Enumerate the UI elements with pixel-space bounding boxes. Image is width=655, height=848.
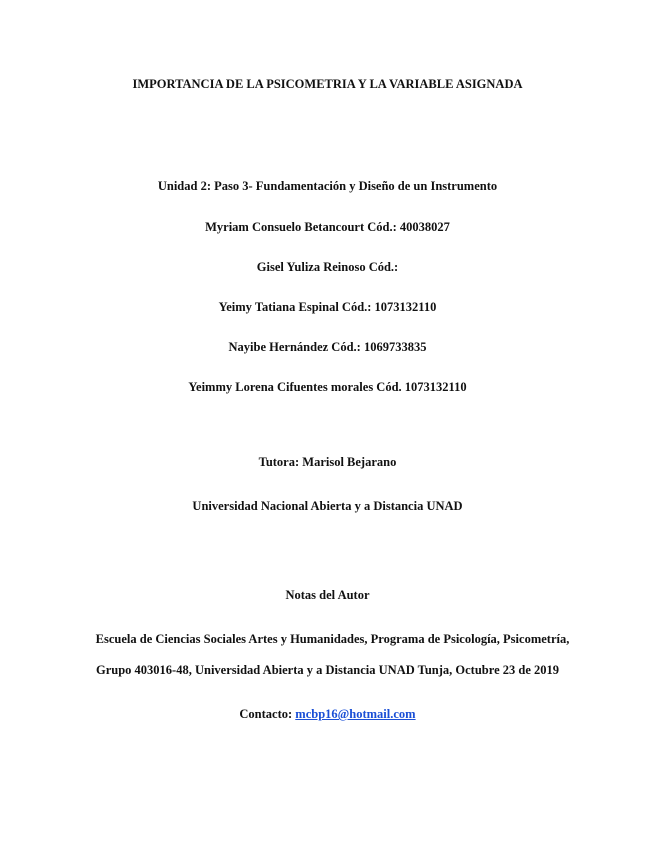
tutor-line: Tutora: Marisol Bejarano <box>258 455 397 469</box>
author-line: Myriam Consuelo Betancourt Cód.: 40038027 <box>205 220 450 234</box>
unit-line: Unidad 2: Paso 3- Fundamentación y Diseño de un Instrumento <box>157 179 498 193</box>
author-notes-line-2: Grupo 403016-48, Universidad Abierta y a Distancia UNAD Tunja, Octubre 23 de 2019 <box>96 663 559 677</box>
author-notes-heading: Notas del Autor <box>285 588 370 602</box>
author-line: Yeimy Tatiana Espinal Cód.: 1073132110 <box>218 300 437 314</box>
author-line: Gisel Yuliza Reinoso Cód.: <box>256 260 399 274</box>
contact-line <box>0 706 655 722</box>
document-title: IMPORTANCIA DE LA PSICOMETRIA Y LA VARIABLE ASIGNADA <box>132 77 523 91</box>
university-line: Universidad Nacional Abierta y a Distancia UNAD <box>192 499 463 513</box>
author-notes-line-1: Escuela de Ciencias Sociales Artes y Humanidades, Programa de Psicología, Psicometría, <box>95 632 570 646</box>
author-line: Yeimmy Lorena Cifuentes morales Cód. 1073132110 <box>188 380 467 394</box>
contact-email-link[interactable]: mcbp16@hotmail.com <box>295 707 416 721</box>
author-line: Nayibe Hernández Cód.: 1069733835 <box>228 340 427 354</box>
contact-label: Contacto: <box>239 707 293 721</box>
